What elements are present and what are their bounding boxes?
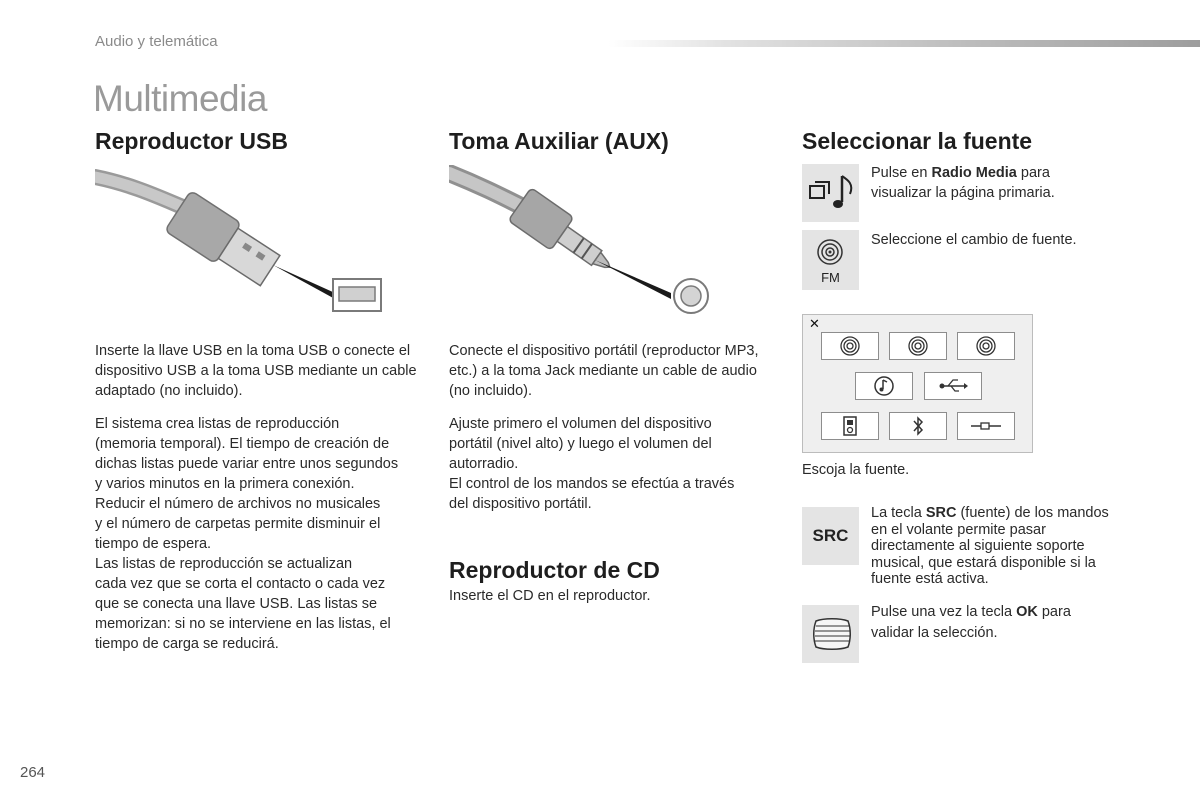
usb-p2-line: tiempo de carga se reducirá. [95, 636, 279, 652]
step4-pre: La tecla [871, 505, 926, 521]
header-decor-bar [608, 40, 1200, 47]
step1-bold: Radio Media [931, 165, 1017, 181]
usb-p2-line: tiempo de espera. [95, 536, 212, 552]
src-key-icon [802, 507, 859, 565]
usb-p2-line: (memoria temporal). El tiempo de creación de [95, 436, 390, 452]
radio-waves-icon [906, 334, 930, 358]
source-step-2: Seleccione el cambio de fuente. [871, 232, 1077, 248]
step1-pre: Pulse en [871, 165, 932, 181]
source-radio-1-button[interactable] [821, 332, 879, 360]
thumbwheel-icon [802, 605, 859, 663]
aux-paragraph-2 [449, 414, 779, 514]
usb-paragraph-2 [95, 414, 425, 654]
usb-heading: Reproductor USB [95, 128, 288, 154]
step5-bold: OK [1016, 604, 1038, 620]
source-step-4 [871, 505, 1121, 588]
usb-plug-illustration [95, 165, 390, 320]
usb-p2-line: cada vez que se corta el contacto o cada vez [95, 576, 386, 592]
usb-p2-line: y el número de carpetas permite disminuir el [95, 516, 381, 532]
source-cd-button[interactable] [855, 372, 913, 400]
aux-paragraph-1: Conecte el dispositivo portátil (reproductor MP3, etc.) a la toma Jack mediante un cable de audio (no incluido). [449, 343, 759, 399]
aux-p2-line: portátil (nivel alto) y luego el volumen del [449, 436, 712, 452]
step1-post: para visualizar la página primaria. [871, 165, 1055, 201]
fm-label: FM [821, 270, 840, 285]
aux-p2-line: del dispositivo portátil. [449, 496, 592, 512]
aux-p2-line: autorradio. [449, 456, 519, 472]
radio-media-button-icon [802, 164, 859, 222]
usb-p2-line: Las listas de reproducción se actualizan [95, 556, 353, 572]
portable-player-icon [840, 415, 860, 437]
usb-symbol-icon [938, 376, 968, 396]
usb-p2-line: dichas listas puede variar entre unos segundos [95, 456, 399, 472]
ok-wheel-icon-box [802, 605, 859, 663]
step4-post: (fuente) de los mandos en el volante permite pasar directamente al siguiente soporte musical, que estará disponible si la fuente está activa. [871, 505, 1109, 587]
aux-jack-illustration [449, 165, 724, 320]
bluetooth-icon [908, 415, 928, 437]
source-aux-button[interactable] [957, 412, 1015, 440]
source-radio-2-button[interactable] [889, 332, 947, 360]
step5-post: para validar la selección. [871, 604, 1071, 641]
fm-source-icon-box [802, 230, 859, 290]
usb-p2-line: que se conecta una llave USB. Las listas se [95, 596, 378, 612]
source-ipod-button[interactable] [821, 412, 879, 440]
usb-p2-line: memorizan: si no se interviene en las listas, el [95, 616, 391, 632]
radio-waves-icon [974, 334, 998, 358]
step4-bold: SRC [925, 505, 957, 521]
page-title: Multimedia [93, 78, 267, 119]
aux-p2-line: El control de los mandos se efectúa a través [449, 476, 735, 492]
music-note-icon [802, 164, 859, 222]
source-selection-screen [802, 314, 1033, 453]
usb-p2-line: Reducir el número de archivos no musicales [95, 496, 381, 512]
source-step-5 [871, 602, 1101, 644]
source-radio-3-button[interactable] [957, 332, 1015, 360]
cd-heading: Reproductor de CD [449, 557, 660, 583]
page-number: 264 [20, 764, 46, 781]
radio-waves-icon [838, 334, 862, 358]
aux-p2-line: Ajuste primero el volumen del dispositivo [449, 416, 712, 432]
usb-p2-line: El sistema crea listas de reproducción [95, 416, 340, 432]
step5-pre: Pulse una vez la tecla [871, 604, 1017, 620]
aux-jack-icon [969, 419, 1003, 433]
radio-waves-icon [802, 230, 859, 270]
source-step-3: Escoja la fuente. [802, 462, 910, 478]
close-icon[interactable]: ✕ [809, 316, 820, 331]
cd-paragraph: Inserte el CD en el reproductor. [449, 588, 651, 604]
source-heading: Seleccionar la fuente [802, 128, 1033, 154]
usb-paragraph-1: Inserte la llave USB en la toma USB o conecte el dispositivo USB a la toma USB mediante un cable adaptado (no incluido). [95, 343, 417, 399]
aux-heading: Toma Auxiliar (AUX) [449, 128, 669, 154]
section-label: Audio y telemática [95, 33, 218, 50]
source-step-1 [871, 163, 1081, 203]
src-key-label: SRC [812, 526, 849, 545]
usb-p2-line: y varios minutos en la primera conexión. [95, 476, 355, 492]
cd-music-icon [872, 374, 896, 398]
source-bluetooth-button[interactable] [889, 412, 947, 440]
source-usb-button[interactable] [924, 372, 982, 400]
